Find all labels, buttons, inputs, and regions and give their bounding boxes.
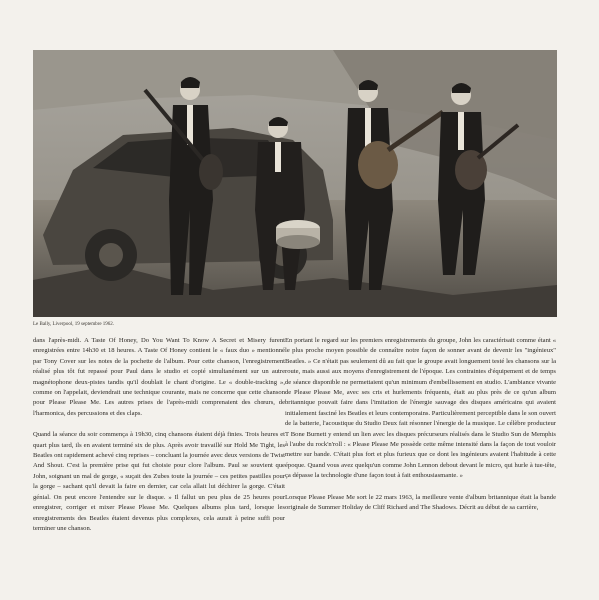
- photo-caption: Le Bally, Liverpool, 19 septembre 1962.: [33, 322, 115, 327]
- band-photo: [33, 50, 557, 317]
- text-column-right: [285, 336, 556, 525]
- paragraph: Lorsque Please Please Me sort le 22 mars 1963, la meilleure vente d'album britannique était la bande originale de Summer Holiday de Cliff Richard and The Shadows. Décrit au début de sa carrière,: [285, 493, 556, 512]
- paragraph: En portant le regard sur les premiers enregistrements du groupe, John les caractérisait comme étant « le plus proche moyen possible de connaître notre façon de sonner avant de devenir les "ingénieux" Beatles. » Ce n'était pas seulement dû au fait que le groupe avait longuement testé les chansons sur la route, mais aussi aux moyens d'enregistrement de l'époque. Les contraintes d'équipement et de temps de séance disponible ne permettaient qu'un minimum d'embellissement en studio. L'ambiance vivante de Please Please Me, avec ses cris et hurlements fréquents, était au plus près de ce qu'un album britannique pouvait faire dans l'imitation de l'énergie sauvage des disques américains qui avaient initialement fasciné les Beatles et leurs contemporains. Particulièrement perceptible dans le son ouvert de la batterie, l'acoustique du Studio Deux fait résonner l'énergie de la musique. Le célèbre producteur T Bone Burnett y entend un lien avec les disques précurseurs réalisés dans le Studio Sun de Memphis à l'aube du rock'n'roll : « Please Please Me possède cette même intensité dans la façon de tout vouloir mettre sur bande. C'était plus fort et plus furieux que ce dont les ingénieurs avaient l'habitude à cette époque. Quand vous avez quelqu'un comme John Lennon debout devant le micro, qui hurle à tue-tête, ça dépasse la technologie d'une façon tout à fait enthousiasmante. »: [285, 337, 556, 480]
- paragraph: dans l'après-midi. A Taste Of Honey, Do You Want To Know A Secret et Misery furent enregistrées entre 14h30 et 18 heures. A Taste Of Honey contient le « faux duo » mentionné par Tony Cover sur les notes de la pochette de l'album. Pour cette chanson, l'enregistrement réalisé plus tôt fut repassé pour Paul dans le studio et copié simultanément sur un autre magnétophone deux-pistes tandis qu'il doublait le chant d'origine. Le « double-tracking », comme on l'appelait, deviendrait une technique courante, mais ne concerne que cette chanson pour Please Please Me. Les autres prises de l'après-midi comprenaient des chœurs, de l'harmonica, des percussions et des claps.: [33, 337, 285, 417]
- paragraph: Quand la séance du soir commença à 19h30, cinq chansons étaient déjà finies. Trois heures et quart plus tard, ils en avaient terminé six de plus. Après avoir travaillé sur Hold Me Tight, les Beatles ont rapidement achevé cinq reprises – concluant la journée avec deux versions de Twist And Shout. C'est la première prise qui fut choisie pour clore l'album. Paul se souvient que John, soignant un mal de gorge, « suçait des Zubes toute la journée – ces petites pastilles pour la gorge – sachant qu'il devait la faire en dernier, car cela allait lui déchirer la gorge. C'était génial. On peut encore l'entendre sur le disque. » Il fallut un peu plus de 25 heures pour enregistrer, corriger et mixer Please Please Me. Quelques albums plus tard, lorsque les enregistrements des Beatles étaient devenus plus complexes, cela aurait à peine suffi pour terminer une chanson.: [33, 431, 285, 532]
- band-photo-illustration: [33, 50, 557, 317]
- text-column-left: [33, 336, 285, 545]
